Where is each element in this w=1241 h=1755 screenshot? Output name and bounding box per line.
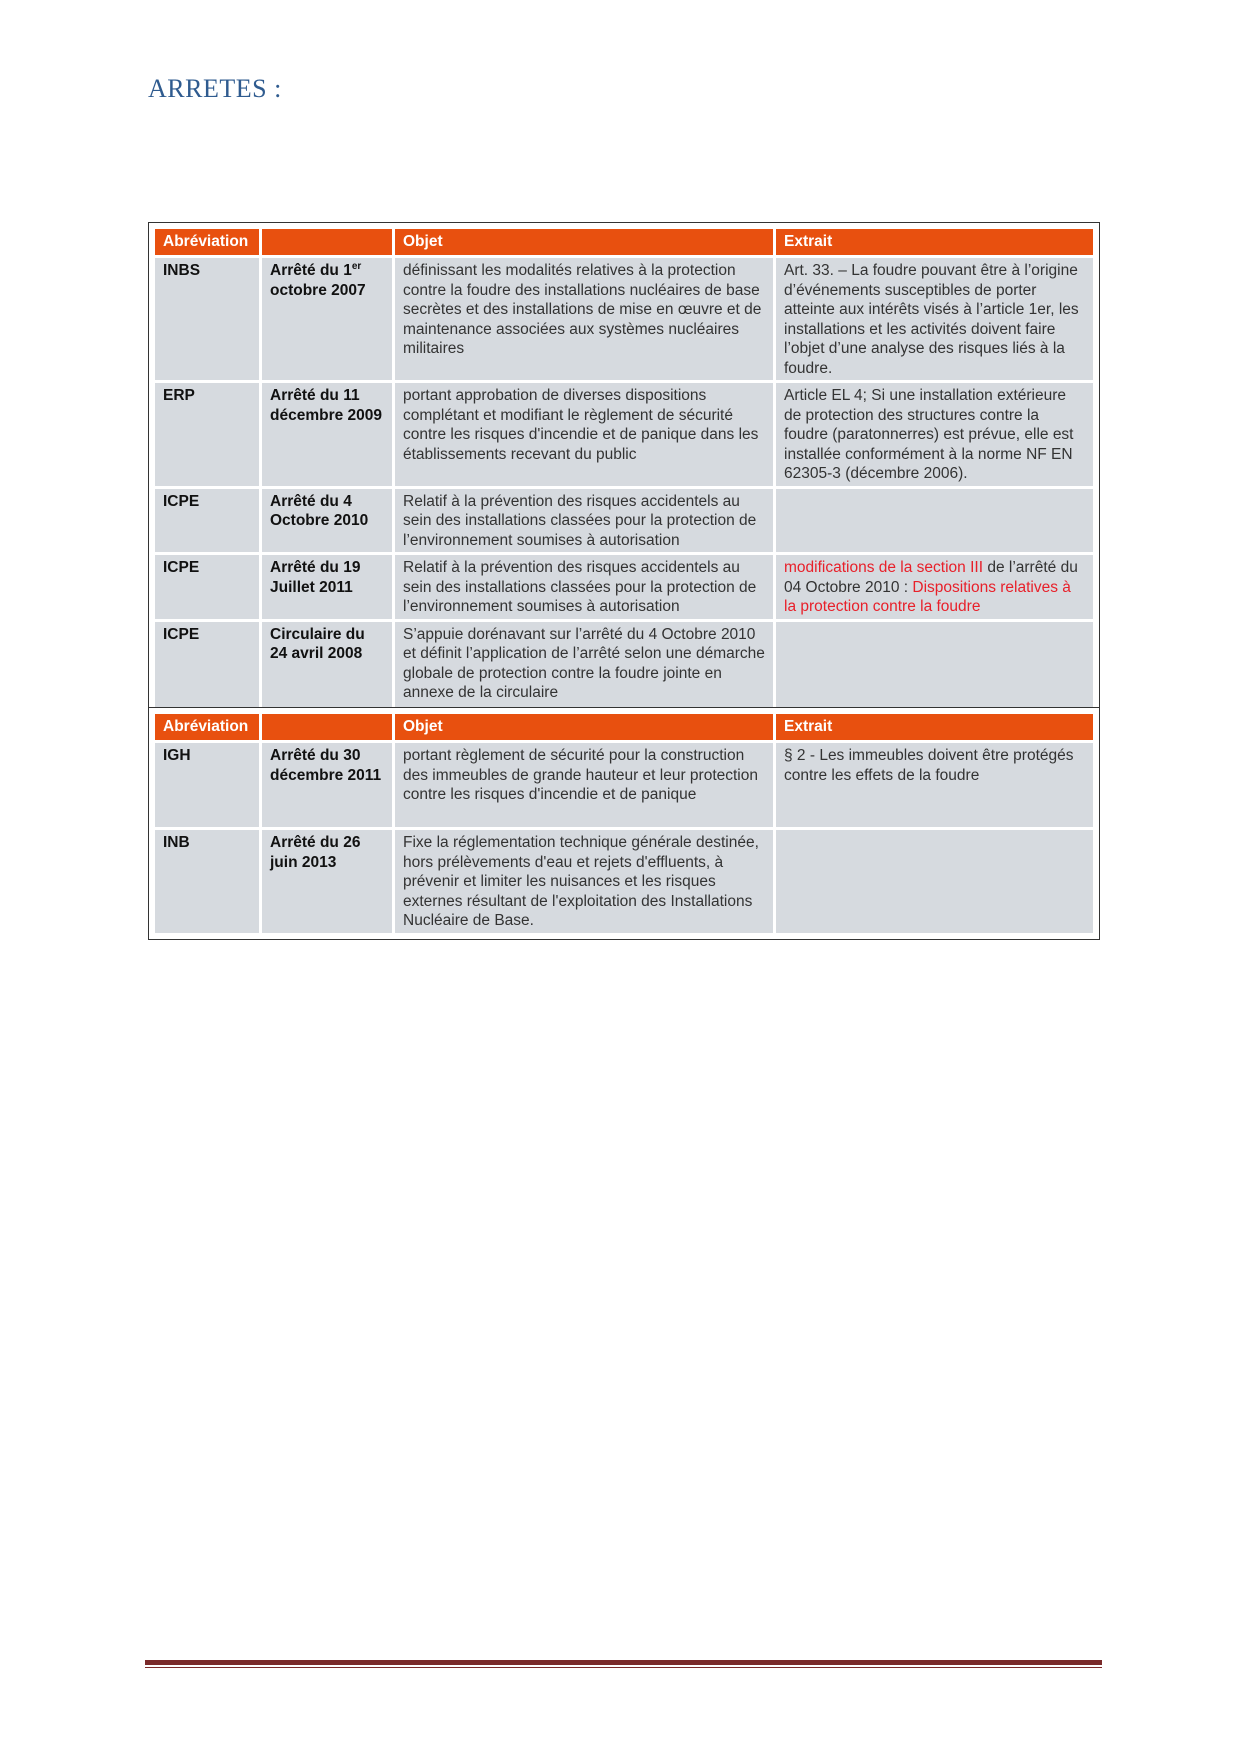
extrait-cell bbox=[776, 555, 1093, 619]
date-text: Arrêté du 1 bbox=[270, 262, 352, 279]
extrait-cell: Art. 33. – La foudre pouvant être à l’origine d’événements susceptibles de porter atteinte aux intérêts visés à l’article 1er, les installations et les activités doivent faire l’objet d’une analyse des risques liés à la foudre. bbox=[776, 258, 1093, 380]
header-date bbox=[262, 714, 392, 740]
table-row bbox=[155, 258, 1093, 380]
header-abreviation: Abréviation bbox=[155, 229, 259, 255]
abbreviation-cell: ICPE bbox=[155, 555, 259, 619]
footer-rule bbox=[145, 1660, 1102, 1665]
table-row bbox=[155, 555, 1093, 619]
table-row bbox=[155, 622, 1093, 708]
extrait-cell bbox=[776, 489, 1093, 553]
extrait-highlight: Dispositions relatives à la protection contre la foudre bbox=[784, 578, 1071, 615]
date-cell: Arrêté du 26 juin 2013 bbox=[262, 830, 392, 933]
table-row bbox=[155, 489, 1093, 553]
objet-cell: Fixe la réglementation technique générale destinée, hors prélèvements d'eau et rejets d'effluents, à prévenir et limiter les nuisances et les risques externes résultant de l'exploitation des Installations Nucléaire de Base. bbox=[395, 830, 773, 933]
date-cell bbox=[262, 258, 392, 380]
arretes-table-1 bbox=[148, 222, 1100, 715]
extrait-highlight: modifications de la section III bbox=[784, 559, 984, 576]
objet-cell: définissant les modalités relatives à la protection contre la foudre des installations nucléaires de base secrètes et des installations de mise en œuvre et de maintenance associées aux systèmes nucléaires militaires bbox=[395, 258, 773, 380]
table-row bbox=[155, 383, 1093, 486]
date-cell: Circulaire du 24 avril 2008 bbox=[262, 622, 392, 708]
extrait-cell: § 2 - Les immeubles doivent être protégés contre les effets de la foudre bbox=[776, 743, 1093, 827]
objet-cell: S’appuie dorénavant sur l’arrêté du 4 Octobre 2010 et définit l’application de l’arrêté selon une démarche globale de protection contre la foudre jointe en annexe de la circulaire bbox=[395, 622, 773, 708]
objet-cell: portant approbation de diverses dispositions complétant et modifiant le règlement de sécurité contre les risques d'incendie et de panique dans les établissements recevant du public bbox=[395, 383, 773, 486]
table-row bbox=[155, 743, 1093, 827]
arretes-table-2 bbox=[148, 707, 1100, 940]
header-objet: Objet bbox=[395, 229, 773, 255]
objet-cell: Relatif à la prévention des risques accidentels au sein des installations classées pour la protection de l’environnement soumises à autorisation bbox=[395, 555, 773, 619]
header-extrait: Extrait bbox=[776, 229, 1093, 255]
abbreviation-cell: INB bbox=[155, 830, 259, 933]
objet-cell: Relatif à la prévention des risques accidentels au sein des installations classées pour la protection de l’environnement soumises à autorisation bbox=[395, 489, 773, 553]
objet-cell: portant règlement de sécurité pour la construction des immeubles de grande hauteur et leur protection contre les risques d'incendie et de panique bbox=[395, 743, 773, 827]
extrait-cell bbox=[776, 622, 1093, 708]
date-cell: Arrêté du 4 Octobre 2010 bbox=[262, 489, 392, 553]
header-date bbox=[262, 229, 392, 255]
page-title: ARRETES : bbox=[148, 74, 282, 103]
date-cell: Arrêté du 19 Juillet 2011 bbox=[262, 555, 392, 619]
abbreviation-cell: ICPE bbox=[155, 622, 259, 708]
abbreviation-cell: ICPE bbox=[155, 489, 259, 553]
table-header-row bbox=[155, 229, 1093, 255]
date-superscript: er bbox=[351, 260, 362, 272]
table-row bbox=[155, 830, 1093, 933]
abbreviation-cell: ERP bbox=[155, 383, 259, 486]
date-cell: Arrêté du 11 décembre 2009 bbox=[262, 383, 392, 486]
extrait-text: de l’arrêté du 04 Octobre 2010 : bbox=[784, 559, 1078, 596]
extrait-cell: Article EL 4; Si une installation extérieure de protection des structures contre la foudre (paratonnerres) est prévue, elle est installée conformément à la norme NF EN 62305-3 (décembre 2006). bbox=[776, 383, 1093, 486]
date-cell: Arrêté du 30 décembre 2011 bbox=[262, 743, 392, 827]
header-abreviation: Abréviation bbox=[155, 714, 259, 740]
header-objet: Objet bbox=[395, 714, 773, 740]
table-header-row bbox=[155, 714, 1093, 740]
footer-rule-thin bbox=[145, 1667, 1102, 1668]
abbreviation-cell: INBS bbox=[155, 258, 259, 380]
extrait-cell bbox=[776, 830, 1093, 933]
date-text-suffix: octobre 2007 bbox=[270, 281, 366, 299]
abbreviation-cell: IGH bbox=[155, 743, 259, 827]
header-extrait: Extrait bbox=[776, 714, 1093, 740]
